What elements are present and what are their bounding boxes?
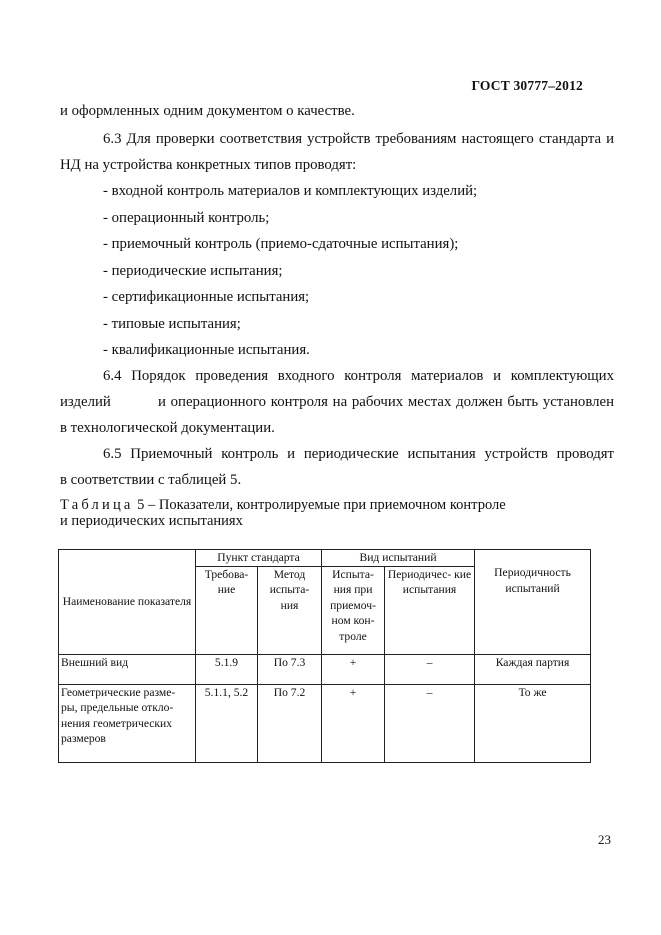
table-caption-line-2: и периодических испытаниях [60,513,243,529]
cell-requirement: 5.1.1, 5.2 [196,684,258,762]
paragraph-6-5-line-1: 6.5 Приемочный контроль и периодические испытания устройств проводят [103,446,614,462]
cell-frequency: То же [475,684,591,762]
paragraph-continuation: и оформленных одним документом о качестве. [60,103,355,119]
cell-name: Внешний вид [59,654,196,684]
standard-designation: ГОСТ 30777–2012 [471,78,583,93]
list-item: - типовые испытания; [103,316,241,332]
table-row [59,684,591,762]
table-caption-word: Таблица [60,497,134,513]
header-acceptance-tests: Испыта- ния при приемоч- ном кон- троле [322,566,385,654]
list-item: - операционный контроль; [103,210,270,226]
header-frequency: Периодичность испытаний [475,550,591,655]
cell-requirement: 5.1.9 [196,654,258,684]
list-item: - сертификационные испытания; [103,289,310,305]
cell-acceptance: + [322,654,385,684]
cell-frequency: Каждая партия [475,654,591,684]
cell-periodic: – [385,654,475,684]
paragraph-6-4-line-2: изделий и операционного контроля на рабочих местах должен быть установлен [60,394,614,410]
header-periodic-tests: Периодичес- кие испытания [385,566,475,654]
header-clause-group: Пункт стандарта [196,550,322,567]
paragraph-6-5-line-2: в соответствии с таблицей 5. [60,472,242,488]
cell-periodic: – [385,684,475,762]
list-item: - приемочный контроль (приемо-сдаточные испытания); [103,236,459,252]
header-test-type-group: Вид испытаний [322,550,475,567]
cell-name: Геометрические разме- ры, предельные откло- нения геометрических размеров [59,684,196,762]
header-requirement: Требова- ние [196,566,258,654]
paragraph-6-3-line-2: НД на устройства конкретных типов проводят: [60,157,357,173]
list-item: - квалификационные испытания. [103,342,310,358]
list-item: - входной контроль материалов и комплектующих изделий; [103,183,478,199]
paragraph-6-4-line-3: в технологической документации. [60,420,275,436]
table-caption-line-1 [60,497,506,514]
list-item: - периодические испытания; [103,263,283,279]
paragraph-6-4-line-1: 6.4 Порядок проведения входного контроля материалов и комплектующих [103,368,614,384]
table-5 [58,549,591,763]
cell-method: По 7.2 [258,684,322,762]
paragraph-6-3-line-1: 6.3 Для проверки соответствия устройств требованиям настоящего стандарта и [103,131,614,147]
cell-acceptance: + [322,684,385,762]
header-indicator-name: Наименование показателя [59,550,196,655]
header-method: Метод испыта- ния [258,566,322,654]
table-row [59,654,591,684]
page-number: 23 [598,832,611,847]
cell-method: По 7.3 [258,654,322,684]
table-caption-title: 5 – Показатели, контролируемые при приемочном контроле [133,497,506,513]
